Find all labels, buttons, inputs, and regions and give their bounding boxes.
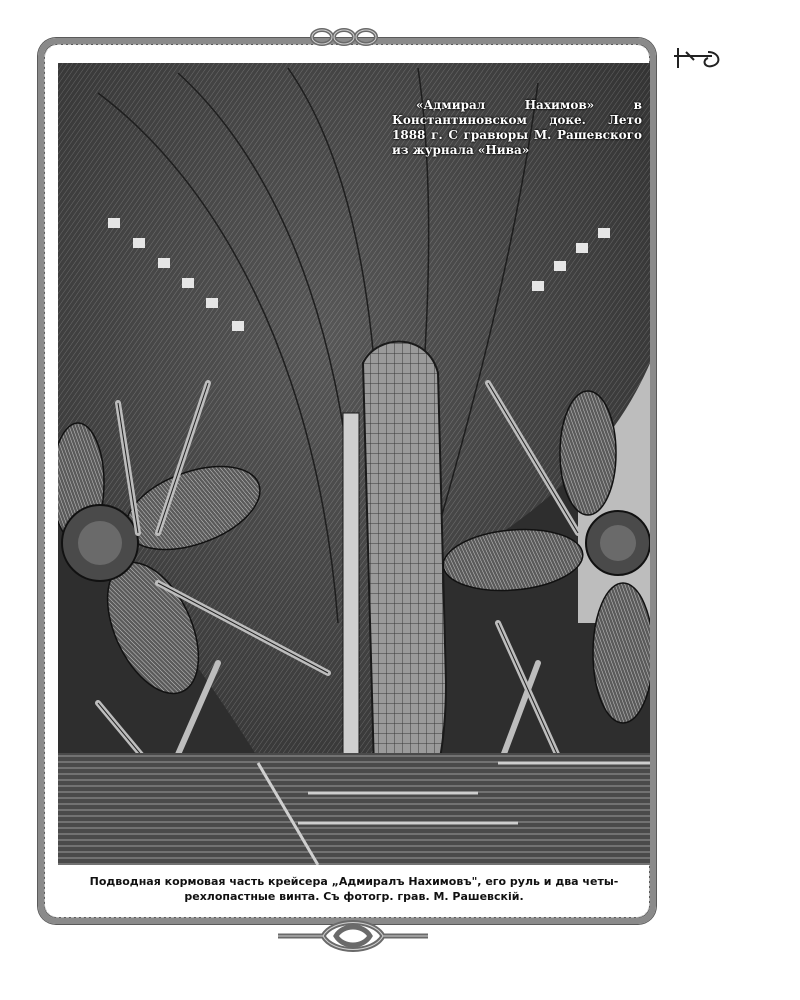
anchor-icon bbox=[672, 44, 726, 74]
inset-caption: «Адмирал Нахимов» в Константиновском доке. Лето 1888 г. С гравюры М. Рашевского из журнала «Нива» bbox=[392, 98, 642, 157]
ship-stern-engraving bbox=[58, 63, 650, 865]
rope-knot-icon bbox=[278, 916, 428, 956]
illustration-caption bbox=[64, 874, 644, 904]
engraving-illustration bbox=[58, 63, 650, 865]
rope-knot-icon bbox=[308, 26, 380, 48]
caption-line-1: Подводная кормовая часть крейсера „Адмиралъ Нахимовъ", его руль и два четы- bbox=[89, 875, 619, 888]
caption-line-2: рехлопастные винта. Съ фотогр. грав. М. Рашевскiй. bbox=[184, 890, 524, 903]
